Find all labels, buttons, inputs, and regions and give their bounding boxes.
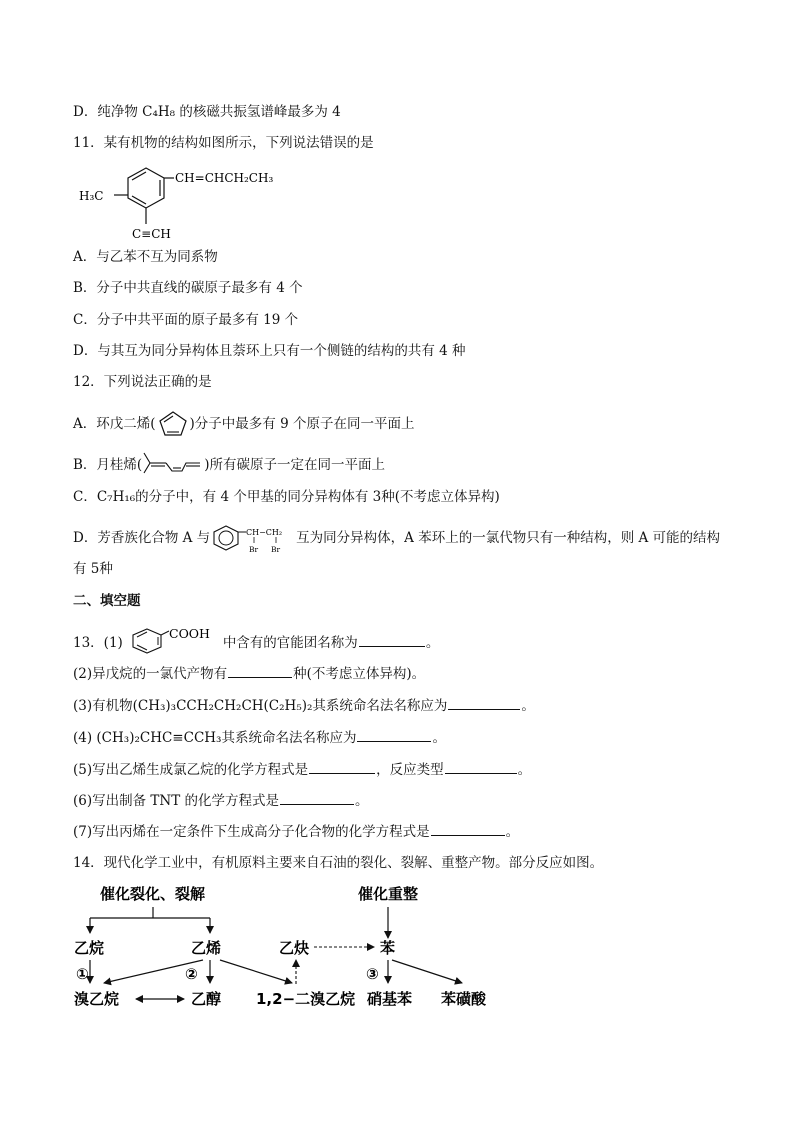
q13-p5-prefix: (5)写出乙烯生成氯乙烷的化学方程式是 — [73, 762, 309, 778]
q13-p5-mid: ，反应类型 — [376, 762, 444, 778]
q11-option-d: D．与其互为同分异构体且萘环上只有一个侧链的结构的共有 4 种 — [73, 343, 466, 359]
section-title: 二、填空题 — [73, 593, 141, 609]
cracking-label: 催化裂化、裂解 — [100, 885, 206, 903]
q11-side-chain-label: CH=CHCH₂CH₃ — [175, 171, 274, 185]
step-3-label: ③ — [366, 965, 379, 983]
q13-p2-prefix: (2)异戊烷的一氯代产物有 — [73, 666, 228, 682]
q13-part-7 — [73, 823, 519, 841]
q14-stem: 14．现代化学工业中，有机原料主要来自石油的裂化、裂解、重整产物。部分反应如图。 — [73, 855, 604, 871]
answer-blank[interactable] — [431, 823, 505, 836]
nitrobenzene-label: 硝基苯 — [367, 990, 413, 1008]
answer-blank[interactable] — [309, 761, 375, 774]
q13-p7-end: 。 — [505, 824, 520, 840]
q12-d-br1-label: Br — [249, 545, 259, 554]
cyclopentadiene-structure — [156, 409, 190, 437]
q13-p4-end: 。 — [432, 730, 446, 746]
q13-p6-end: 。 — [355, 793, 369, 809]
q11-methyl-label: H₃C — [79, 189, 104, 203]
benzoic-acid-structure — [127, 627, 223, 655]
q13-part-1 — [73, 627, 439, 655]
answer-blank[interactable] — [228, 665, 292, 678]
q13-p5-end: 。 — [517, 762, 532, 778]
q11-option-c: C．分子中共平面的原子最多有 19 个 — [73, 312, 299, 328]
q11-option-a: A．与乙苯不互为同系物 — [73, 249, 218, 265]
ethylene-label: 乙烯 — [191, 939, 222, 957]
q12-d-br2-label: Br — [271, 545, 281, 554]
q13-p7-prefix: (7)写出丙烯在一定条件下生成高分子化合物的化学方程式是 — [73, 824, 430, 840]
dibromoethane-label: 1,2−二溴乙烷 — [256, 990, 356, 1008]
q13-p1-end: 。 — [425, 635, 440, 651]
q13-p1-prefix: 13．(1) — [73, 635, 123, 651]
q13-p2-suffix: 种(不考虑立体异构)。 — [293, 666, 426, 682]
reforming-label: 催化重整 — [358, 885, 419, 903]
q12-d-chain-label: CH−CH₂ — [246, 528, 283, 537]
q13-part-2 — [73, 665, 425, 683]
q12-option-a-suffix: )分子中最多有 9 个原子在同一平面上 — [189, 416, 415, 432]
answer-blank[interactable] — [280, 792, 354, 805]
answer-blank[interactable] — [359, 634, 425, 647]
q11-alkyne-label: C≡CH — [132, 227, 171, 241]
q13-p6-prefix: (6)写出制备 TNT 的化学方程式是 — [73, 793, 280, 809]
q12-option-c: C．C₇H₁₆的分子中，有 4 个甲基的同分异构体有 3种(不考虑立体异构) — [73, 489, 500, 505]
myrcene-structure — [142, 451, 204, 477]
benzene-label: 苯 — [380, 939, 396, 957]
q12-dibromo-structure — [210, 524, 296, 554]
q12-option-d-suffix: 互为同分异构体，A 苯环上的一氯代物只有一种结构，则 A 可能的结构 — [296, 530, 721, 546]
q12-option-b — [73, 451, 385, 477]
q12-option-a-prefix: A．环戊二烯( — [73, 416, 156, 432]
step-1-label: ① — [76, 965, 89, 983]
q13-part-6 — [73, 792, 369, 810]
q14-reaction-flow-diagram — [70, 878, 520, 1018]
q12-option-d-prefix: D．芳香族化合物 A 与 — [73, 530, 211, 546]
q13-p1-text: 中含有的官能团名称为 — [222, 635, 358, 651]
ethanol-label: 乙醇 — [191, 990, 222, 1008]
benzenesulfonic-label: 苯磺酸 — [441, 990, 487, 1008]
q10-option-d: D．纯净物 C₄H₈ 的核磁共振氢谱峰最多为 4 — [73, 104, 341, 120]
q12-option-d-continued: 有 5种 — [73, 561, 113, 577]
q11-stem: 11．某有机物的结构如图所示，下列说法错误的是 — [73, 135, 374, 151]
q12-option-b-suffix: )所有碳原子一定在同一平面上 — [204, 457, 385, 473]
answer-blank[interactable] — [448, 697, 520, 710]
answer-blank[interactable] — [357, 729, 431, 742]
q13-p3-prefix: (3)有机物(CH₃)₃CCH₂CH₂CH(C₂H₅)₂其系统命名法名称应为 — [73, 698, 448, 714]
ethane-label: 乙烷 — [74, 939, 105, 957]
q13-p3-end: 。 — [521, 698, 535, 714]
q13-part-5 — [73, 761, 531, 779]
q12-option-d — [73, 524, 720, 554]
q13-part-4 — [73, 729, 446, 747]
q13-part-3 — [73, 697, 535, 715]
q11-structure-diagram — [76, 158, 276, 244]
step-2-label: ② — [185, 965, 198, 983]
acetylene-label: 乙炔 — [279, 939, 310, 957]
q12-option-b-prefix: B．月桂烯( — [73, 457, 143, 473]
q12-option-a — [73, 409, 414, 437]
cooh-label: COOH — [168, 627, 210, 641]
bromoethane-label: 溴乙烷 — [74, 990, 120, 1008]
answer-blank[interactable] — [445, 761, 517, 774]
q13-p4-prefix: (4) (CH₃)₂CHC≡CCH₃其系统命名法名称应为 — [73, 730, 357, 746]
q11-option-b: B．分子中共直线的碳原子最多有 4 个 — [73, 280, 303, 296]
q12-stem: 12．下列说法正确的是 — [73, 374, 212, 390]
